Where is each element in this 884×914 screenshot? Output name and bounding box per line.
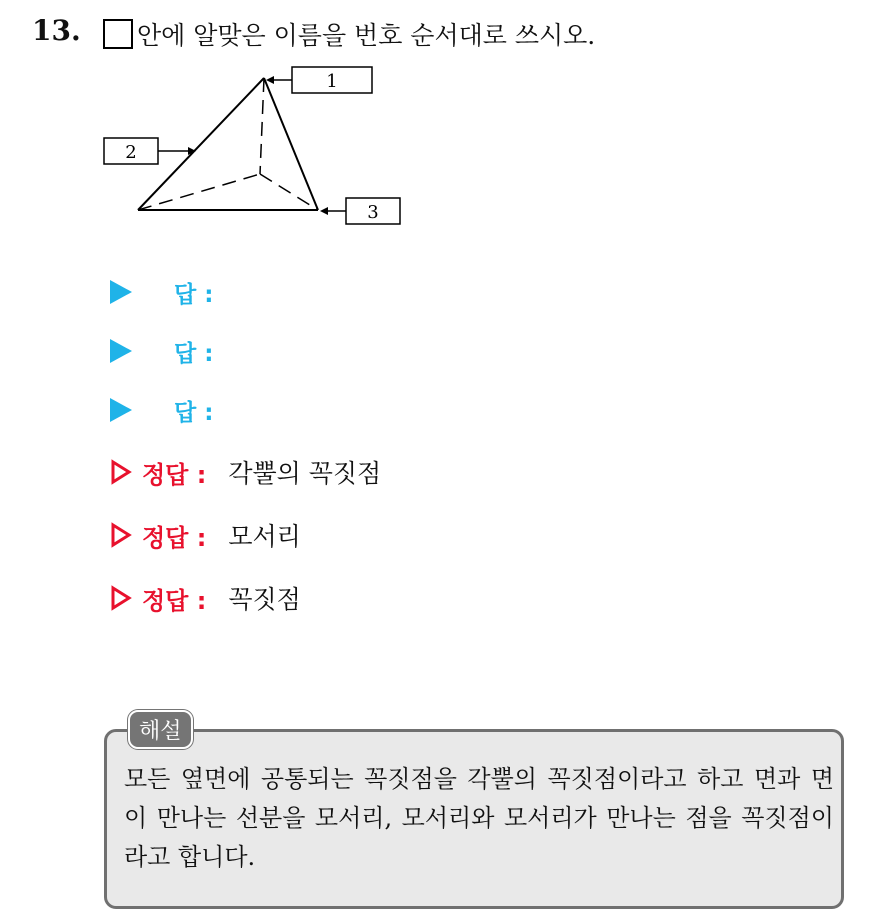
correct-value: 꼭짓점 [228,585,301,614]
pyramid-hidden-edge [260,78,264,174]
answer-label: 답 : [174,340,214,367]
answer-row-2[interactable] [110,333,213,369]
label-1: 1 [326,71,338,92]
play-arrow-icon [110,280,132,304]
correct-value: 모서리 [228,522,301,551]
explanation-text: 모든 옆면에 공통되는 꼭짓점을 각뿔의 꼭짓점이라고 하고 면과 면이 만나는 선분을 모서리, 모서리와 모서리가 만나는 점을 꼭짓점이라고 합니다. [124,765,834,871]
correct-answer-row-3 [110,578,301,618]
outline-arrow-icon [110,522,132,548]
arrow-head-1 [266,76,274,84]
question-text: 안에 알맞은 이름을 번호 순서대로 쓰시오. [137,21,596,50]
play-arrow-icon [110,339,132,363]
answer-row-1[interactable] [110,274,213,310]
correct-label: 정답 : [142,586,207,615]
answer-label: 답 : [174,399,214,426]
explanation-tag: 해설 [128,710,193,749]
outline-arrow-icon [110,459,132,485]
answer-label: 답 : [174,281,214,308]
correct-label: 정답 : [142,460,207,489]
correct-label: 정답 : [142,523,207,552]
pyramid-edge [264,78,318,210]
blank-box-icon [103,19,133,49]
pyramid-figure [98,62,408,232]
question-number: 13. [32,14,81,47]
question-line [103,16,595,52]
pyramid-hidden-edge [260,174,318,210]
label-3: 3 [367,202,379,223]
correct-answer-row-2 [110,515,301,555]
play-arrow-icon [110,398,132,422]
outline-arrow-icon [110,585,132,611]
label-2: 2 [125,142,137,163]
correct-answer-row-1 [110,452,381,492]
arrow-head-3 [320,207,328,215]
answer-row-3[interactable] [110,392,213,428]
correct-value: 각뿔의 꼭짓점 [228,459,382,488]
